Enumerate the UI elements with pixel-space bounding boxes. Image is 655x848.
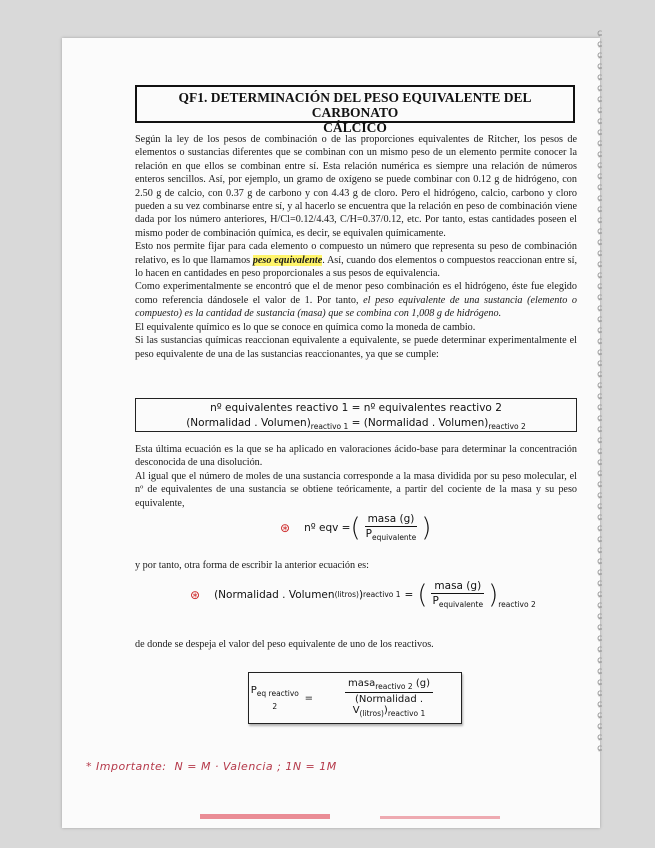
formula-peq-box: $P_{eq reactivo 2}$ = $\frac{masa_{reactivo 2} (g)}{(Normalidad . V_{(litros)})_{reactivo 1}}$ [248, 672, 462, 724]
handwritten-note-text: N = M · Valencia ; 1N = 1M [174, 760, 337, 773]
formula-equivalents-line2: (Normalidad . $Volumen)_{reactivo 1}$ = (Normalidad . $Volumen)_{reactivo 2}$ [186, 417, 526, 432]
body-text-p9 [135, 638, 577, 651]
paragraph-7: Al igual que el número de moles de una sustancia corresponde a la masa dividida por su peso molecular, el nº de equivalentes de una sustancia se obtiene teóricamente, a partir del cociente de la masa y su peso equivalente, [135, 470, 577, 509]
paragraph-8: y por tanto, otra forma de escribir la anterior ecuación es: [135, 560, 369, 571]
paragraph-2: Esto nos permite fijar para cada elemento o compuesto un número que representa su peso de combinación relativo, es lo que llamamos peso equivalente. Así, cuando dos elementos o compuestos reaccionan entre sí, lo hacen en cantidades en peso proporcionales a sus pesos de equivalencia. [135, 241, 577, 280]
paragraph-9: de donde se despeja el valor del peso equivalente de uno de los reactivos. [135, 639, 434, 650]
body-text-p8 [135, 559, 577, 572]
title-line-1: QF1. DETERMINACIÓN DEL PESO EQUIVALENTE DEL CARBONATO [178, 90, 532, 120]
body-text-middle [135, 443, 577, 510]
handwritten-note-label: * Importante: [86, 760, 167, 773]
paragraph-3: Como experimentalmente se encontró que el de menor peso combinación es el hidrógeno, éste fue elegido como referencia dándosele el valor de 1. Por tanto, el peso equivalente de una sustancia (elemento o compuesto) es la cantidad de sustancia (masa) que se combina con 1,008 g de hidrógeno. [135, 281, 577, 320]
paragraph-4: El equivalente químico es lo que se conoce en química como la moneda de cambio. [135, 321, 476, 333]
star-marker-icon: ⊛ [280, 520, 291, 535]
bottom-red-mark-2 [380, 816, 500, 819]
body-text-top [135, 133, 577, 361]
title-line-2: CÁLCICO [323, 120, 387, 135]
formula-neqv: ⊛ nº eqv = ( $\frac{\text{masa (g)}}{P_{equivalente}}$ ) [280, 512, 432, 543]
formula-equivalents-box [135, 398, 577, 432]
spiral-binding: ɕ ɕ ɕ ɕ ɕ ɕ ɕ ɕ ɕ ɕ ɕ ɕ ɕ ɕ ɕ ɕ ɕ ɕ ɕ ɕ ɕ ɕ ɕ ɕ ɕ ɕ ɕ ɕ ɕ ɕ ɕ ɕ ɕ ɕ ɕ ɕ ɕ ɕ ɕ ɕ ɕ ɕ ɕ ɕ ɕ ɕ ɕ ɕ ɕ ɕ ɕ ɕ ɕ ɕ ɕ ɕ ɕ ɕ ɕ ɕ ɕ ɕ ɕ ɕ ɕ ɕ [597, 28, 603, 754]
formula-equivalents-line1: nº equivalentes reactivo 1 = nº equivalentes reactivo 2 [210, 402, 502, 414]
star-marker-icon-2: ⊛ [190, 587, 201, 602]
bottom-red-mark [200, 814, 330, 819]
paragraph-1: Según la ley de los pesos de combinación o de las proporciones equivalentes de Ritcher, los pesos de elementos o sustancias diferentes que se combinan con un mismo peso de un elemento permite conocer la relación en que ellos se combinan entre sí. Esta relación numérica es siempre una relación de números enteros sencillos. Así, por ejemplo, un gramo de oxígeno se puede combinar con 0.12 g de hidrógeno, con 2.50 g de calcio, con 0.37 g de carbono y con 4.43 g de cloro. Pero el hidrógeno, calcio, carbono y cloro pueden a su vez combinarse entre sí, y al hacerlo se encuentra que la relación en peso de combinación viene dada por los número anteriores, H/Cl=0.12/4.43, C/H=0.37/0.12, etc. Por tanto, estas cantidades poseen el mismo poder de combinación química, es decir, se equivalen químicamente. [135, 134, 577, 239]
title-box [135, 85, 575, 135]
highlight-peso-equivalente: peso equivalente [252, 254, 323, 266]
paragraph-6: Esta última ecuación es la que se ha aplicado en valoraciones ácido-base para determinar la concentración desconocida de una disolución. [135, 444, 577, 469]
paragraph-5: Si las sustancias químicas reaccionan equivalente a equivalente, se puede determinar experimentalmente el peso equivalente de una de las sustancias reaccionantes, ya que se cumple: [135, 335, 577, 360]
formula-normality-mass: ⊛ (Normalidad . Volumen (litros) ) reactivo 1 = ( $\frac{\text{masa (g)}}{P_{equivalente}}$ ) $_{reactivo 2}$ [190, 579, 536, 610]
handwritten-note [86, 760, 337, 773]
